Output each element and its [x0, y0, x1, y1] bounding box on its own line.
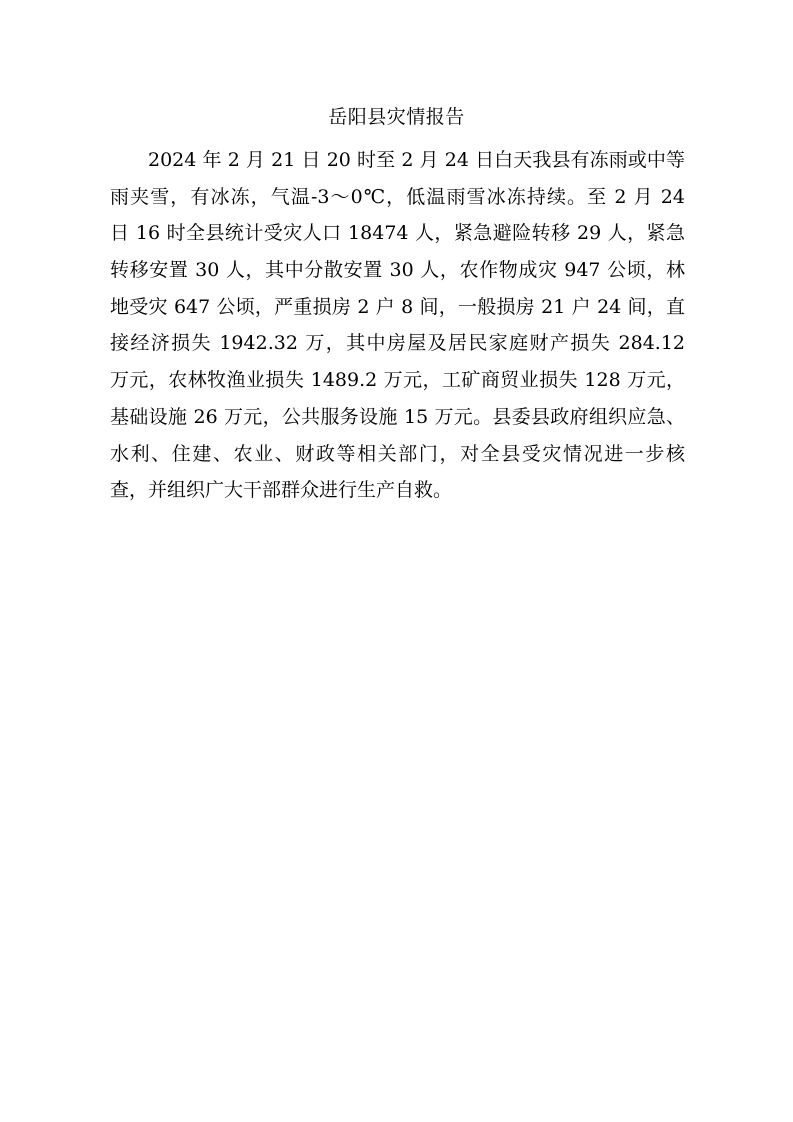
paragraph-line-2: 雨夹雪，有冰冻，气温-3～0℃，低温雨雪冰冻持续。至 2 月 24 — [110, 185, 685, 208]
paragraph-line-10: 查，并组织广大干部群众进行生产自救。 — [110, 479, 453, 502]
paragraph-line-7: 万元，农林牧渔业损失 1489.2 万元，工矿商贸业损失 128 万元， — [110, 369, 685, 392]
paragraph-line-5: 地受灾 647 公顷，严重损房 2 户 8 间，一般损房 21 户 24 间，直 — [110, 295, 685, 318]
paragraph-line-3: 日 16 时全县统计受灾人口 18474 人，紧急避险转移 29 人，紧急 — [110, 222, 685, 245]
paragraph-line-8: 基础设施 26 万元，公共服务设施 15 万元。县委县政府组织应急、 — [110, 405, 685, 428]
paragraph-line-1: 2024 年 2 月 21 日 20 时至 2 月 24 日白天我县有冻雨或中等 — [148, 149, 685, 171]
document-title: 岳阳县灾情报告 — [328, 106, 465, 128]
paragraph-line-4: 转移安置 30 人，其中分散安置 30 人，农作物成灾 947 公顷，林 — [110, 259, 685, 282]
paragraph-line-6: 接经济损失 1942.32 万，其中房屋及居民家庭财产损失 284.12 — [110, 332, 685, 355]
report-paragraph — [110, 144, 685, 511]
paragraph-line-9: 水利、住建、农业、财政等相关部门，对全县受灾情况进一步核 — [110, 442, 685, 465]
